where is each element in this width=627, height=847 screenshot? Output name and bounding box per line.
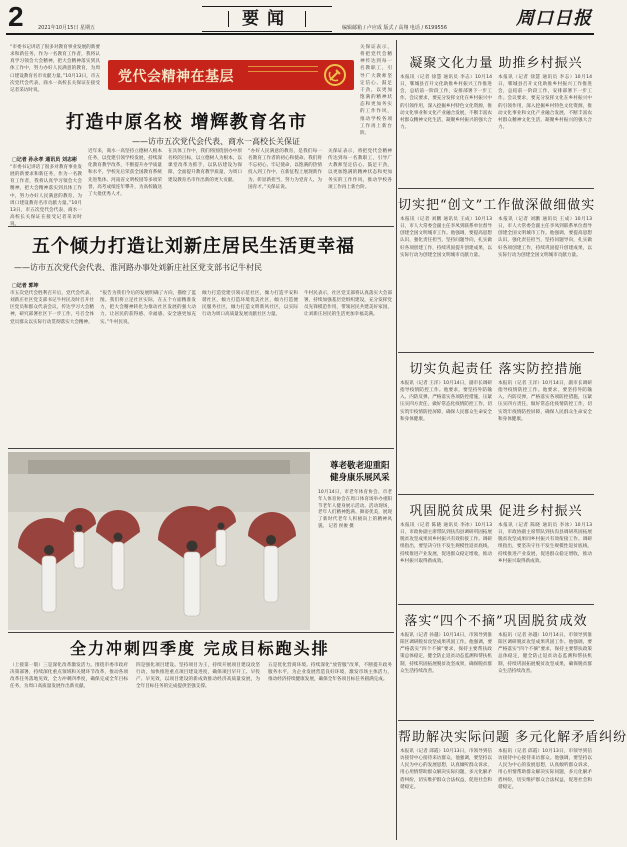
right-story2-headline: 切实把“创文”工作做深做细做实 <box>398 198 596 213</box>
issue-date: 2021年10月15日 星期五 <box>38 25 96 31</box>
article1-headline: 打造中原名校 增辉教育名市 <box>66 112 308 133</box>
right-story5-headline: 落实“四个不摘”巩固脱贫成效 <box>404 614 588 629</box>
right-story6-body: 本报讯（记者 邱霞）10月13日，市领导到信访接待中心接待来访群众。他强调，要坚持以人民为中心的发展思想，认真倾听群众诉求，用心用情帮助群众解决实际问题，多元化解矛盾纠纷，切实维护群众合法权益，促进社会和谐稳定。 <box>498 749 592 790</box>
right-story4-body: 本报讯（记者 陈晓 通讯员 李冰）10月13日，市政协副主席带队到扶沟县调研巩固拓展脱贫攻坚成果同乡村振兴有效衔接工作。调研组指出，要坚决守住不发生规模性返贫底线，持续推进产业发展，促进群众稳定增收，推动乡村振兴取得新成效。 <box>498 523 592 564</box>
right-story3-headline: 切实负起责任 落实防控措施 <box>409 362 583 377</box>
party-emblem-icon <box>324 64 346 86</box>
article1-column: 近年来，商水一高坚持立德树人根本任务，以党建引领学校发展，持续深化教育教学改革，不断提升办学质量和水平，学校先后荣获全国教育系统先进集体、河南省文明校园等多项荣誉，高考成绩连年攀升，为高校输送了大批优秀人才。 <box>88 149 162 197</box>
fan-dance-photo <box>8 452 310 630</box>
article2-column: “报告为我们今后的发展明确了方向，描绘了蓝图。我们将立足社区实际，在五个方面精准发力，把大会精神转化为推动社区发展的强大动力，让居民的获得感、幸福感、安全感更加充实。”牛村民说。 <box>100 291 196 325</box>
section-separator <box>398 352 594 353</box>
newspaper-logo: 周口日报 <box>516 8 592 29</box>
right-story3-body: 本报讯（记者 王洋）10月14日，副市长调研指导疫情防控工作。他要求，要坚持外防输入、内防反弹，严格落实各项防控措施，压紧压实四方责任，做好常态化疫情防控工作，切实筑牢疫情防控屏障，确保人民群众生命安全和身体健康。 <box>498 381 592 422</box>
article3-column: （上接第一版）三是深化改革激发活力。围绕市委市政府决策部署，持续深化重点领域和关键环节改革，推动各项改革任务落地见效，全力冲刺四季度，确保完成全年目标任务，为周口高质量发展作出新贡献。 <box>10 663 128 690</box>
article1-byline: □记者 孙永孝 通讯员 刘志彬 <box>12 157 77 163</box>
right-story5-body: 本报讯（记者 孙越）10月14日，市领导到淮阳区调研脱贫攻坚成果巩固工作。他强调，要严格落实“四个不摘”要求，保持主要帮扶政策总体稳定，健全防止返贫动态监测和帮扶机制，持续巩固拓展脱贫攻坚成果，确保脱贫群众生活持续改善。 <box>400 633 492 674</box>
section-name: 要闻 <box>242 9 292 29</box>
section-separator <box>398 188 594 189</box>
page-number: 2 <box>8 1 24 32</box>
article1-column: 在具体工作中，我们将围绕创办中原名校的目标，以立德树人为根本，以课堂改革为抓手，以队伍建设为保障，全面提升教育教学质量，为周口建设教育名市作出新的更大贡献。 <box>168 149 242 183</box>
editor-info: 编辑邮箱 / 卢应成 版式 / 高翔 电话 / 6199556 <box>342 25 448 31</box>
column-divider <box>396 40 397 840</box>
section-separator <box>398 604 594 605</box>
article1-column: 关保证表示，将把党代会精神传达到每一名教职工，引导广大教师坚定信心、鼓足干劲，以更加饱满的精神状态和更加务实的工作作风，推动学校各项工作再上新台阶。 <box>328 149 392 190</box>
article2-column: 市五次党代会胜利召开后，党代会代表、刘新庄社区党支部书记牛村民及时召开社区党员和群众代表会议，传达学习大会精神，研究部署社区下一步工作，号召全体党员群众以实际行动贯彻落实大会精神。 <box>10 291 94 325</box>
article3-column: 四是强化项目建设。坚持项目为王，持续开展项目建设攻坚行动，加快推进重点项目建设进度，确保项目早开工、早投产、早见效，以项目建设的新成效推动经济高质量发展，为全年目标任务的完成提供坚强支撑。 <box>136 663 260 690</box>
right-story3-body: 本报讯（记者 王洋）10月14日，副市长调研指导疫情防控工作。他要求，要坚持外防输入、内防反弹，严格落实各项防控措施，压紧压实四方责任，做好常态化疫情防控工作，切实筑牢疫情防控屏障，确保人民群众生命安全和身体健康。 <box>400 381 492 422</box>
article1-column: “市委书记讲话了很多对教育事业发展的新要求和新任务，作为一名教育工作者，我将认真学习领会大会精神，把大会精神落实到具体工作中，努力办好人民满意的教育，为周口建设教育名市贡献力量。”10月13日，市五次党代会代表、商水一高校长关保证在接受记者采访时说。 <box>10 165 82 228</box>
article1-subhead: ——访市五次党代会代表、商水一高校长关保证 <box>132 137 300 146</box>
photo-caption-headline <box>330 460 390 484</box>
section-separator <box>8 632 394 633</box>
party-congress-banner <box>108 60 354 90</box>
article2-column: 倾力打造党建引领示范社区，倾力打造平安和谐社区，倾力打造环境优美社区，倾力打造便民服务社区，倾力打造文明新风社区，以实际行动为周口高质量发展贡献社区力量。 <box>202 291 298 318</box>
right-story2-body: 本报讯（记者 刘鹏 通讯员 王成）10月13日，市人大常委会副主任李凤到联系单位督导创建全国文明城市工作。他强调，要提高思想认识，强化责任担当，坚持问题导向，扎实做好各项创建工作，持续巩固提升创建成果，以实际行动为创建全国文明城市贡献力量。 <box>400 217 492 258</box>
banner-title: 党代会精神在基层 <box>118 69 234 85</box>
section-separator <box>398 494 594 495</box>
masthead <box>6 1 594 40</box>
right-story6-body: 本报讯（记者 邱霞）10月13日，市领导到信访接待中心接待来访群众。他强调，要坚持以人民为中心的发展思想，认真倾听群众诉求，用心用情帮助群众解决实际问题，多元化解矛盾纠纷，切实维护群众合法权益，促进社会和谐稳定。 <box>400 749 492 790</box>
article2-column: 牛村民表示，社区党支部将认真落实大会部署，持续加强基层党组织建设，充分发挥党员先锋模范作用，带领居民共建美好家园，让刘新庄居民的生活更加幸福美满。 <box>304 291 392 318</box>
masthead-rule <box>6 33 594 35</box>
right-story4-body: 本报讯（记者 陈晓 通讯员 李冰）10月13日，市政协副主席带队到扶沟县调研巩固拓展脱贫攻坚成果同乡村振兴有效衔接工作。调研组指出，要坚决守住不发生规模性返贫底线，持续推进产业发展，促进群众稳定增收，推动乡村振兴取得新成效。 <box>400 523 492 564</box>
section-separator <box>398 720 594 721</box>
article1-column: “市委书记讲话了很多对教育事业发展的新要求和新任务，作为一名教育工作者，我将认真学习领会大会精神，把大会精神落实到具体工作中，努力办好人民满意的教育，为周口建设教育名市贡献力量。”10月13日，市五次党代会代表、商水一高校长关保证在接受记者采访时说。 <box>10 45 100 93</box>
caption-line: 尊老敬老迎重阳 健身康乐展风采 <box>330 461 390 483</box>
right-story1-body: 本报讯（记者 徐慧 通讯员 李志）10月14日，郸城县召开文化助推乡村振兴工作推进会，总结前一阶段工作，安排部署下一步工作。会议要求，要充分发挥文化在乡村振兴中的引领作用，深入挖掘乡村特色文化资源，推动文化事业和文化产业融合发展，不断丰富农村群众精神文化生活，凝聚乡村振兴的强大合力。 <box>400 75 492 131</box>
section-separator <box>8 226 394 227</box>
right-story1-headline: 凝聚文化力量 助推乡村振兴 <box>409 56 583 71</box>
right-story1-body: 本报讯（记者 徐慧 通讯员 李志）10月14日，郸城县召开文化助推乡村振兴工作推进会，总结前一阶段工作，安排部署下一步工作。会议要求，要充分发挥文化在乡村振兴中的引领作用，深入挖掘乡村特色文化资源，推动文化事业和文化产业融合发展，不断丰富农村群众精神文化生活，凝聚乡村振兴的强大合力。 <box>498 75 592 131</box>
article3-headline: 全力冲刺四季度 完成目标跑头排 <box>70 639 330 658</box>
section-box <box>202 6 332 32</box>
right-story6-headline: 帮助解决实际问题 多元化解矛盾纠纷 <box>398 730 627 745</box>
right-story4-headline: 巩固脱贫成果 促进乡村振兴 <box>409 504 583 519</box>
article1-column: “办好人民满意的教育，是我们每一名教育工作者的初心和使命。我们将不忘初心、牢记使命，以饱满的热情投入到工作中，在新征程上展现新作为、彰显新担当，努力为党育人、为国育才。”关保证说。 <box>248 149 322 190</box>
section-separator <box>8 448 394 449</box>
right-story2-body: 本报讯（记者 刘鹏 通讯员 王成）10月13日，市人大常委会副主任李凤到联系单位督导创建全国文明城市工作。他强调，要提高思想认识，强化责任担当，坚持问题导向，扎实做好各项创建工作，持续巩固提升创建成果，以实际行动为创建全国文明城市贡献力量。 <box>498 217 592 258</box>
banner-ornament <box>248 66 318 72</box>
article2-byline: □记者 郭坤 <box>12 283 39 289</box>
photo-caption-body: 10月14日，市老年体育协会、市老年人体育协会在周口体育场举办重阳节老年人健身展示活动。活动现场，老年人们精神饱满、舞姿优美，展现了新时代老年人积极向上的精神风貌。 记者 侯俊 摄 <box>318 490 392 529</box>
article2-subhead: ——访市五次党代会代表、淮河路办事处刘新庄社区党支部书记牛村民 <box>14 263 262 272</box>
article3-column: 五是优化营商环境。持续深化“放管服”改革，不断提升政务服务水平，为企业发展营造良好环境，激发市场主体活力，推动经济持续健康发展，确保全年各项目标任务圆满完成。 <box>268 663 392 683</box>
article1-column: 关保证表示，将把党代会精神传达到每一名教职工，引导广大教师坚定信心、鼓足干劲，以更加饱满的精神状态和更加务实的工作作风，推动学校各项工作再上新台阶。 <box>360 45 392 136</box>
right-story5-body: 本报讯（记者 孙越）10月14日，市领导到淮阳区调研脱贫攻坚成果巩固工作。他强调，要严格落实“四个不摘”要求，保持主要帮扶政策总体稳定，健全防止返贫动态监测和帮扶机制，持续巩固拓展脱贫攻坚成果，确保脱贫群众生活持续改善。 <box>498 633 592 674</box>
article2-headline: 五个倾力打造让刘新庄居民生活更幸福 <box>32 236 355 257</box>
